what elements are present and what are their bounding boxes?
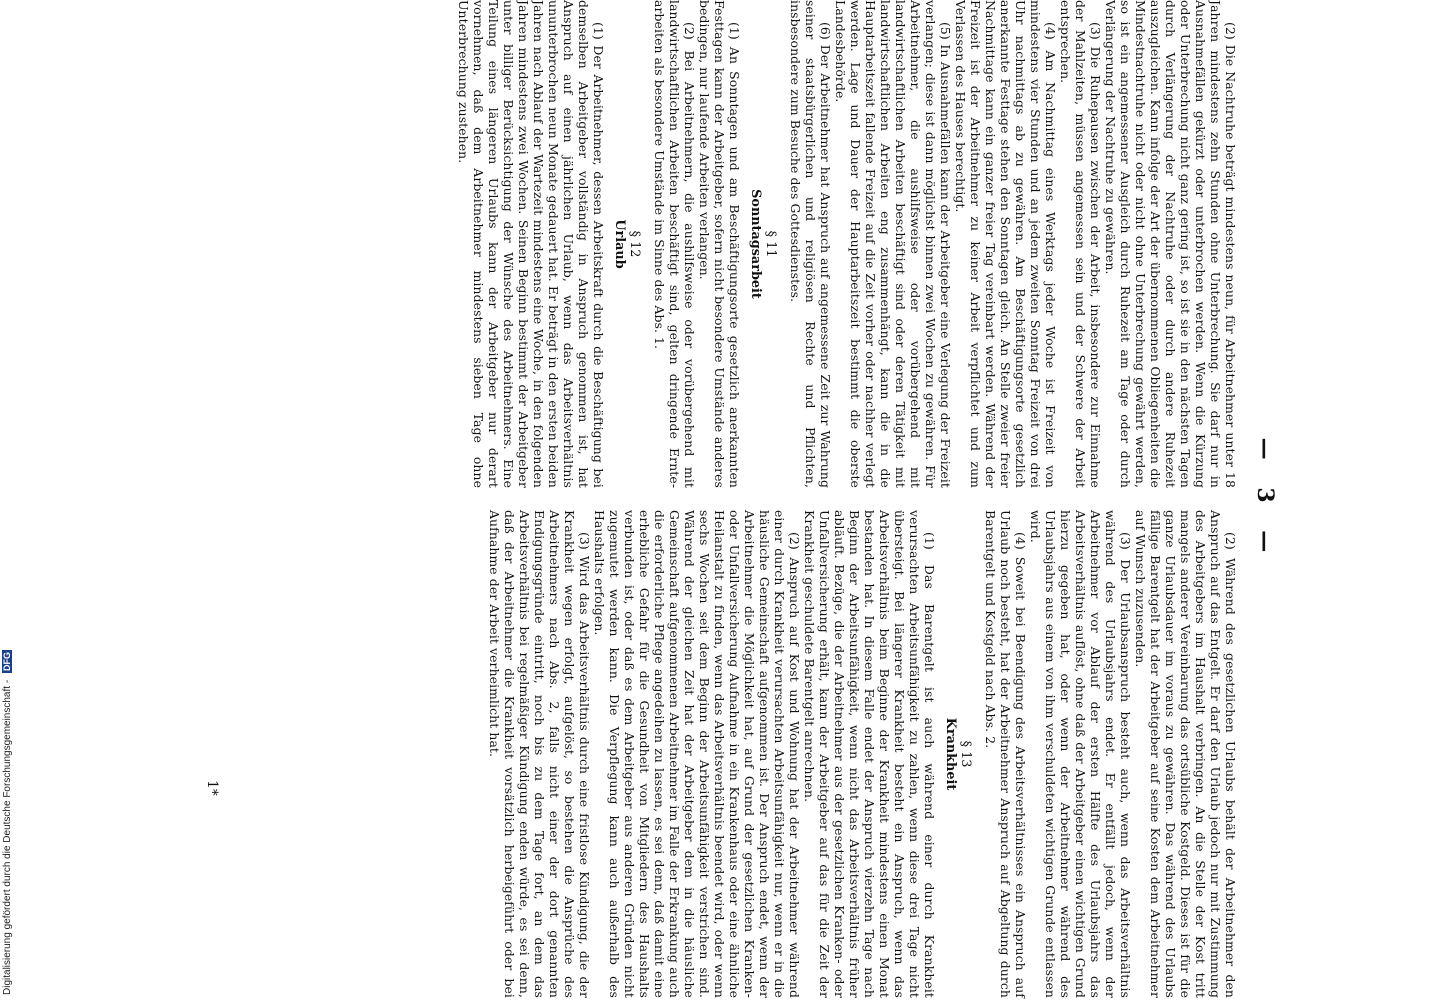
paragraph: (3) Der Urlaubsanspruch besteht auch, wenn das Arbeitsverhältnis während des Urlaubsjahrs endet. Er entfällt jedoch, wenn der Arbeitnehmer vor Ablauf der ersten Hälfte des Urlaubsjahrs das Arbeitsverhältnis auflöst, ohne daß der Arbeitgeber einen wichtigen Grund hierzu gegeben hat, oder wenn der Arbeitnehmer während des Urlaubsjahrs aus einem von ihm verschuldeten wichtigen Grunde entlassen wird. [1028,510,1133,998]
section-title: Urlaub [612,219,627,269]
footer-text: Digitalisierung gefördert durch die Deutsche Forschungsgemeinschaft - [2,679,13,995]
paragraph: (1) Der Arbeitnehmer, dessen Arbeitskraft durch die Beschäftigung bei demselben Arbeitgeber vollständig in Anspruch genommen ist, hat Anspruch auf einen jährlichen Urlaub, wenn das Arbeitsverhältnis ununterbrochen neun Monate gedauert hat. Er beträgt in den ersten beiden Jahren nach Ablauf der Wartezeit mindestens eine Woche, in den folgenden Jahren mindestens zwei Wochen. Seinen Beginn bestimmt der Arbeitgeber unter billiger Berücksichtigung der Wünsche des Arbeitnehmers. Eine Teilung eines längeren Urlaubs kann der Arbeitgeber nur derart vornehmen, daß dem Arbeitnehmer mindestens sieben Tage ohne Unterbrechung zustehen. [456,0,606,488]
paragraph: (2) Bei Arbeitnehmern, die aushilfsweise oder vorübergehend mit landwirtschaftlichen Arbeiten beschäftigt sind, gelten dringende Erntearbeiten als besondere Umstände im Sinne des Abs. 1. [652,0,697,488]
section-number: § 12 [627,230,642,258]
paragraph: (6) Der Arbeitnehmer hat Anspruch auf angemessene Zeit zur Wahrung seiner staatsbürgerlichen und religiösen Rechte und Pflichten, insbesondere zum Besuche des Gottesdienstes. [788,0,833,488]
paragraph: (4) Am Nachmittag eines Werktags jeder Woche ist Freizeit von mindestens vier Stunden und an jedem zweiten Sonntag Freizeit von drei Uhr nachmittags ab zu gewähren. Am Beschäftigungsorte gesetzlich anerkannte Festtage stehen den Sonntagen gleich. An Stelle zweier freier Nachmittage kann ein ganzer freier Tag vereinbart werden. Während der Freizeit ist der Arbeitnehmer zu keiner Arbeit verpflichtet und zum Verlassen des Hauses berechtigt. [953,0,1058,488]
page-number: — 3 — [1252,437,1278,563]
paragraph: (1) Das Barentgelt ist auch während einer durch Krankheit verursachten Arbeitsunfähigkeit zu zahlen, wenn diese drei Tage nicht übersteigt. Bei längerer Krankheit besteht ein Anspruch, wenn das Arbeitsverhältnis beim Beginne der Krankheit mindestens einen Monat bestanden hat. In diesem Falle endet der Anspruch vierzehn Tage nach Beginn der Arbeitsunfähigkeit, wenn nicht das Arbeitsverhältnis früher abläuft. Bezüge, die der Arbeitnehmer aus der gesetzlichen Kranken- oder Unfallversicherung erhält, kann der Arbeitgeber auf das für die Zeit der Krankheit geschuldete Barentgelt anrechnen. [802,510,937,998]
digitization-footer [2,650,13,995]
paragraph: (1) An Sonntagen und am Beschäftigungsorte gesetzlich anerkannten Festtagen kann der Arbeitgeber, sofern nicht besondere Umstände anderes bedingen, nur laufende Arbeiten verlangen. [697,0,742,488]
paragraph: (3) Wird das Arbeitsverhältnis durch eine fristlose Kündigung, die der Krankheit wegen erfolgt, aufgelöst, so bestehen die Ansprüche des Arbeitnehmers nach Abs. 2, falls nicht einer der dort genannten Endigungsgründe eintritt, noch bis zu dem Tage fort, an dem das Arbeitsverhältnis bei regelmäßiger Kündigung enden würde, es sei denn, daß der Arbeitnehmer die Krankheit vorsätzlich herbeigeführt oder bei Aufnahme der Arbeit verheimlicht hat. [487,510,592,998]
paragraph: (2) Die Nachtruhe beträgt mindestens neun, für Arbeitnehmer unter 18 Jahren mindestens zehn Stunden ohne Unterbrechung. Sie darf nur in Ausnahmefällen gekürzt oder unterbrochen werden. Wenn die Kürzung oder Unterbrechung nicht ganz gering ist, so ist sie in den nächsten Tagen durch Verlängerung der Nachtruhe oder durch andere Ruhezeit auszugleichen. Kann infolge der Art der übernommenen Obliegenheiten die Mindestnachtruhe nicht oder nicht ohne Unterbrechung gewährt werden, so ist ein angemessener Ausgleich durch Ruhezeit am Tage oder durch Verlängerung der Nachtruhe zu gewähren. [1103,0,1238,488]
section-title: Krankheit [943,717,958,791]
paragraph: (4) Soweit bei Beendigung des Arbeitsverhältnisses ein Anspruch auf Urlaub noch besteht, hat der Arbeitnehmer Anspruch auf Abgeltung durch Barentgelt und Kostgeld nach Abs. 2. [983,510,1028,998]
dfg-logo-icon: DFG [2,652,12,672]
paragraph: (2) Während des gesetzlichen Urlaubs behält der Arbeitnehmer den Anspruch auf das Entgelt. Er darf den Urlaub jedoch nur mit Zustimmung des Arbeitgebers im Haushalt verbringen. An die Stelle der Kost tritt mangels anderer Vereinbarung das ortsübliche Kostgeld. Dieses ist für die ganze Urlaubsdauer im voraus zu gewähren. Das während des Urlaubs fällige Barentgelt hat der Arbeitgeber auf seine Kosten dem Arbeitnehmer auf Wunsch zuzusenden. [1133,510,1238,998]
left-text-column [456,0,1238,488]
paragraph: (2) Anspruch auf Kost und Wohnung hat der Arbeitnehmer während einer durch Krankheit verursachten Arbeitsunfähigkeit nur, wenn er in die häusliche Gemeinschaft aufgenommen ist. Der Anspruch endet, wenn der Arbeitnehmer die Möglichkeit hat, auf Grund der gesetzlichen Kranken- oder Unfallversicherung Aufnahme in ein Krankenhaus oder eine ähnliche Heilanstalt zu finden, wenn das Arbeitsverhältnis beendet wird, oder wenn sechs Wochen seit dem Beginn der Arbeitsunfähigkeit verstrichen sind. Während der gleichen Zeit hat der Arbeitgeber dem in die häusliche Gemeinschaft aufgenommenen Arbeitnehmer im Falle der Erkrankung auch die erforderliche Pflege angedeihen zu lassen, es sei denn, daß damit eine erhebliche Gefahr für die Gesundheit von Mitgliedern des Haushalts verbunden ist, oder daß es dem Arbeitgeber aus anderen Gründen nicht zugemutet werden kann. Die Verpflegung kann auch außerhalb des Haushalts erfolgen. [592,510,802,998]
right-text-column [487,510,1238,998]
rotated-document-page [124,0,1358,1000]
section-title: Sonntagsarbeit [748,189,763,299]
paragraph: (3) Die Ruhepausen zwischen der Arbeit, insbesondere zur Einnahme der Mahlzeiten, müssen angemessen sein und der Schwere der Arbeit entsprechen. [1058,0,1103,488]
paragraph: (5) In Ausnahmefällen kann der Arbeitgeber eine Verlegung der Freizeit verlangen; diese ist dann möglichst binnen zwei Wochen zu gewähren. Für Arbeitnehmer, die aushilfsweise oder vorübergehend mit landwirtschaftlichen Arbeiten beschäftigt sind oder deren Tätigkeit mit landwirtschaftlichen Arbeiten eng zusammenhängt, kann die in die Hauptarbeitszeit fallende Freizeit auf die Zeit vorher oder nachher verlegt werden. Lage und Dauer der Hauptarbeitszeit bestimmt die oberste Landesbehörde. [833,0,953,488]
section-number: § 13 [958,740,973,768]
sheet-signature-mark: 1* [204,780,220,796]
section-number: § 11 [763,230,778,258]
